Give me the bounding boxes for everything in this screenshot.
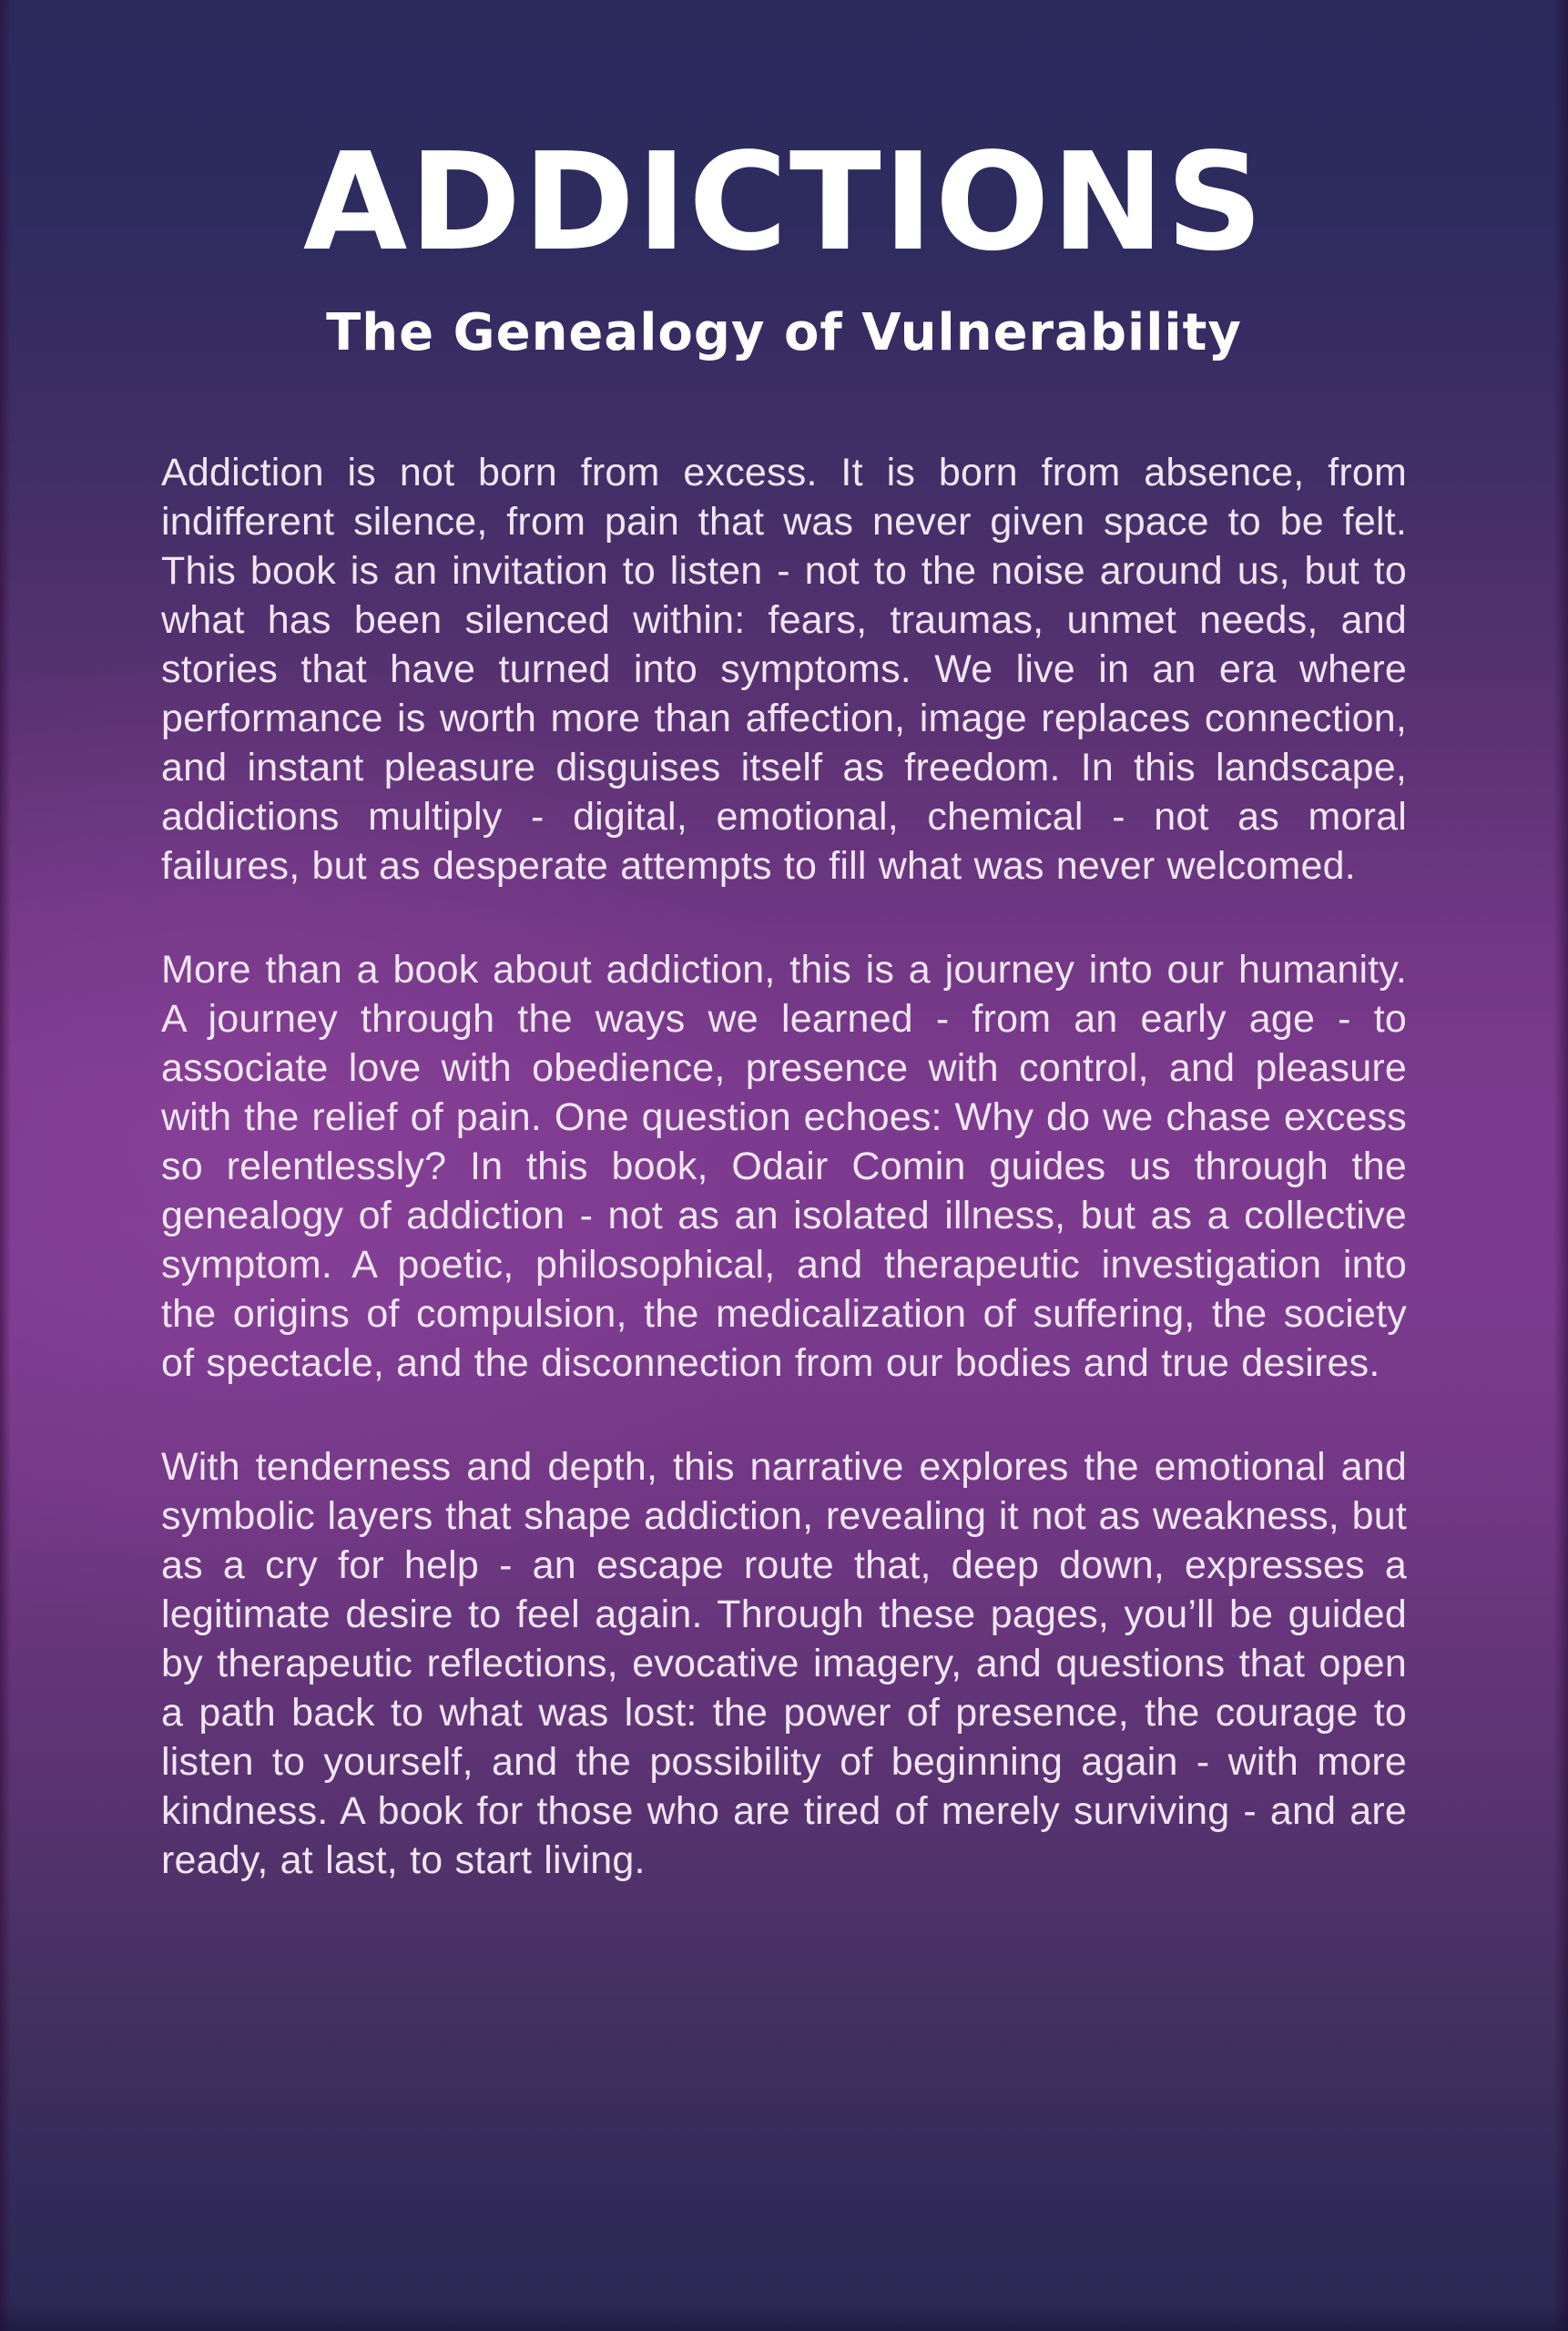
cover-header	[0, 0, 1568, 362]
description-paragraph-2: More than a book about addiction, this is a journey into our humanity. A journey through the ways we learned - from an early age - to associate love with obedience, presence with control, and pleasure with the relief of pain. One question echoes: Why do we chase excess so relentlessly? In this book, Odair Comin guides us through the genealogy of addiction - not as an isolated illness, but as a collective symptom. A poetic, philosophical, and therapeutic investigation into the origins of compulsion, the medicalization of suffering, the society of spectacle, and the disconnection from our bodies and true desires.	[161, 948, 1407, 1385]
book-subtitle: The Genealogy of Vulnerability	[326, 303, 1242, 362]
bottom-edge-shade	[0, 2306, 1568, 2331]
description-paragraph-1: Addiction is not born from excess. It is born from absence, from indifferent silence, from pain that was never given space to be felt. This book is an invitation to listen - not to the noise around us, but to what has been silenced within: fears, traumas, unmet needs, and stories that have turned into symptoms. We live in an era where performance is worth more than affection, image replaces connection, and instant pleasure disguises itself as freedom. In this landscape, addictions multiply - digital, emotional, chemical - not as moral failures, but as desperate attempts to fill what was never welcomed.	[161, 451, 1407, 888]
book-title: ADDICTIONS	[302, 124, 1266, 280]
description-paragraph-3: With tenderness and depth, this narrative explores the emotional and symbolic layers that shape addiction, revealing it not as weakness, but as a cry for help - an escape route that, deep down, expresses a legitimate desire to feel again. Through these pages, you’ll be guided by therapeutic reflections, evocative imagery, and questions that open a path back to what was lost: the power of presence, the courage to listen to yourself, and the possibility of beginning again - with more kindness. A book for those who are tired of merely surviving - and are ready, at last, to start living.	[161, 1445, 1407, 1882]
book-description	[161, 448, 1407, 1885]
